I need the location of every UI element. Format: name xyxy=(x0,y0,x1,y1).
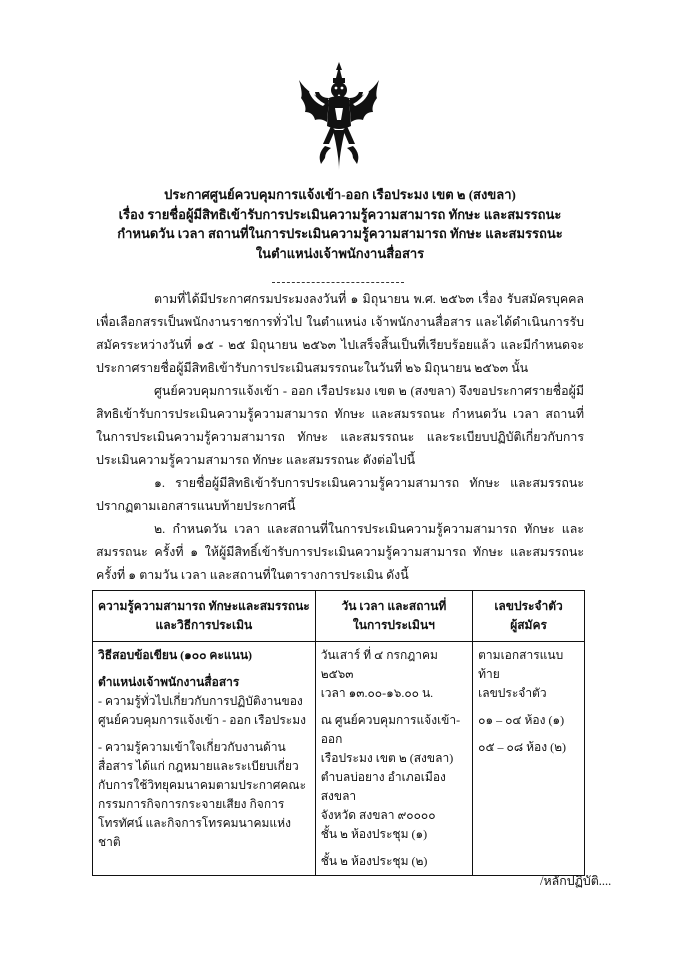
exam-place-line1: ณ ศูนย์ควบคุมการแจ้งเข้า-ออก xyxy=(320,713,461,746)
topic-item-2: - ความรู้ความเข้าใจเกี่ยวกับงานด้านสื่อสาร ได้แก่ กฎหมายและระเบียบเกี่ยวกับการใช้วิทยุคมนาคมตามประกาศคณะกรรมการกิจการกระจายเสียง กิจการโทรทัศน์ และกิจการโทรคมนาคมแห่งชาติ xyxy=(98,740,307,849)
header-competency-line2: และวิธีการประเมิน xyxy=(155,618,253,632)
header-datetime-place xyxy=(315,591,472,642)
header-applicant-line2: ผู้สมัคร xyxy=(510,618,547,632)
exam-place-line2: เรือประมง เขต ๒ (สงขลา) xyxy=(320,751,454,765)
exam-method: วิธีสอบข้อเขียน (๑๐๐ คะแนน) xyxy=(98,648,253,662)
header-line-2: เรื่อง รายชื่อผู้มีสิทธิเข้ารับการประเมินความรู้ความสามารถ ทักษะ และสมรรถนะ xyxy=(118,206,562,222)
header-divider xyxy=(272,282,404,283)
paragraph-1 xyxy=(96,288,584,380)
paragraph-1-text: ตามที่ได้มีประกาศกรมประมงลงวันที่ ๑ มิถุนายน พ.ศ. ๒๕๖๓ เรื่อง รับสมัครบุคคลเพื่อเลือกสรรเป็นพนักงานราชการทั่วไป ในตำแหน่ง เจ้าพนักงานสื่อสาร และได้ดำเนินการรับสมัครระหว่างวันที่ ๑๕ - ๒๕ มิถุนายน ๒๕๖๓ ไปเสร็จสิ้นเป็นที่เรียบร้อยแล้ว และมีกำหนดจะประกาศรายชื่อผู้มีสิทธิเข้ารับการประเมินสมรรถนะในวันที่ ๒๖ มิถุนายน ๒๕๖๓ นั้น xyxy=(96,292,584,375)
header-line-4: ในตำแหน่งเจ้าพนักงานสื่อสาร xyxy=(255,245,425,261)
announcement-header xyxy=(60,185,620,263)
exam-place-line3: ตำบลบ่อยาง อำเภอเมืองสงขลา xyxy=(320,770,446,803)
topic-item-1: - ความรู้ทั่วไปเกี่ยวกับการปฏิบัติงานของศูนย์ควบคุมการแจ้งเข้า - ออก เรือประมง xyxy=(98,694,306,727)
paragraph-3-text: ๑. รายชื่อผู้มีสิทธิเข้ารับการประเมินความรู้ความสามารถ ทักษะ และสมรรถนะ ปรากฏตามเอกสารแนบท้ายประกาศนี้ xyxy=(96,476,584,513)
header-line-3: กำหนดวัน เวลา สถานที่ในการประเมินความรู้ความสามารถ ทักษะ และสมรรถนะ xyxy=(117,226,563,241)
exam-room-2: ชั้น ๒ ห้องประชุม (๒) xyxy=(320,854,428,868)
header-applicant-id xyxy=(473,591,585,642)
table-header-row xyxy=(93,591,585,642)
applicant-note-1: ตามเอกสารแนบท้าย xyxy=(478,648,564,681)
table-row xyxy=(93,642,585,876)
header-datetime-line2: ในการประเมินฯ xyxy=(352,618,435,632)
paragraph-4-text: ๒. กำหนดวัน เวลา และสถานที่ในการประเมินความรู้ความสามารถ ทักษะ และสมรรถนะ ครั้งที่ ๑ ให้ผู้มีสิทธิ์เข้ารับการประเมินความรู้ความสามารถ ทักษะ และสมรรถนะ ครั้งที่ ๑ ตามวัน เวลา และสถานที่ในตารางการประเมิน ดังนี้ xyxy=(96,522,584,582)
cell-applicant-id xyxy=(473,642,585,876)
exam-time: เวลา ๑๓.๐๐-๑๖.๐๐ น. xyxy=(320,686,434,700)
garuda-emblem-icon xyxy=(295,60,383,172)
header-applicant-line1: เลขประจำตัว xyxy=(494,599,563,613)
applicant-note-2: เลขประจำตัว xyxy=(478,686,547,700)
cell-competency xyxy=(93,642,316,876)
paragraph-4 xyxy=(96,518,584,587)
header-competency-line1: ความรู้ความสามารถ ทักษะและสมรรถนะ xyxy=(97,599,310,613)
exam-room-1: ชั้น ๒ ห้องประชุม (๑) xyxy=(320,827,428,841)
header-line-1: ประกาศศูนย์ควบคุมการแจ้งเข้า-ออก เรือประมง เขต ๒ (สงขลา) xyxy=(164,187,516,202)
header-datetime-line1: วัน เวลา และสถานที่ xyxy=(341,599,447,613)
paragraph-2-text: ศูนย์ควบคุมการแจ้งเข้า - ออก เรือประมง เขต ๒ (สงขลา) จึงขอประกาศรายชื่อผู้มีสิทธิเข้ารับการประเมินความรู้ความสามารถ ทักษะ และสมรรถนะ กำหนดวัน เวลา สถานที่ ในการประเมินความรู้ความสามารถ ทักษะ และสมรรถนะ และระเบียบปฏิบัติเกี่ยวกับการประเมินความรู้ความสามารถ ทักษะ และสมรรถนะ ดังต่อไปนี้ xyxy=(96,384,584,467)
position-title: ตำแหน่งเจ้าพนักงานสื่อสาร xyxy=(98,675,240,689)
assessment-schedule-table xyxy=(92,590,585,876)
applicant-range-1: ๐๑ – ๐๔ ห้อง (๑) xyxy=(478,713,565,727)
paragraph-3 xyxy=(96,472,584,518)
applicant-range-2: ๐๕ – ๐๘ ห้อง (๒) xyxy=(478,740,566,754)
cell-datetime-place xyxy=(315,642,472,876)
paragraph-2 xyxy=(96,380,584,472)
exam-place-line4: จังหวัด สงขลา ๙๐๐๐๐ xyxy=(320,808,436,822)
exam-date: วันเสาร์ ที่ ๔ กรกฎาคม ๒๕๖๓ xyxy=(320,648,438,681)
header-competency xyxy=(93,591,316,642)
continued-note: /หลักปฏิบัติ.... xyxy=(540,874,612,888)
